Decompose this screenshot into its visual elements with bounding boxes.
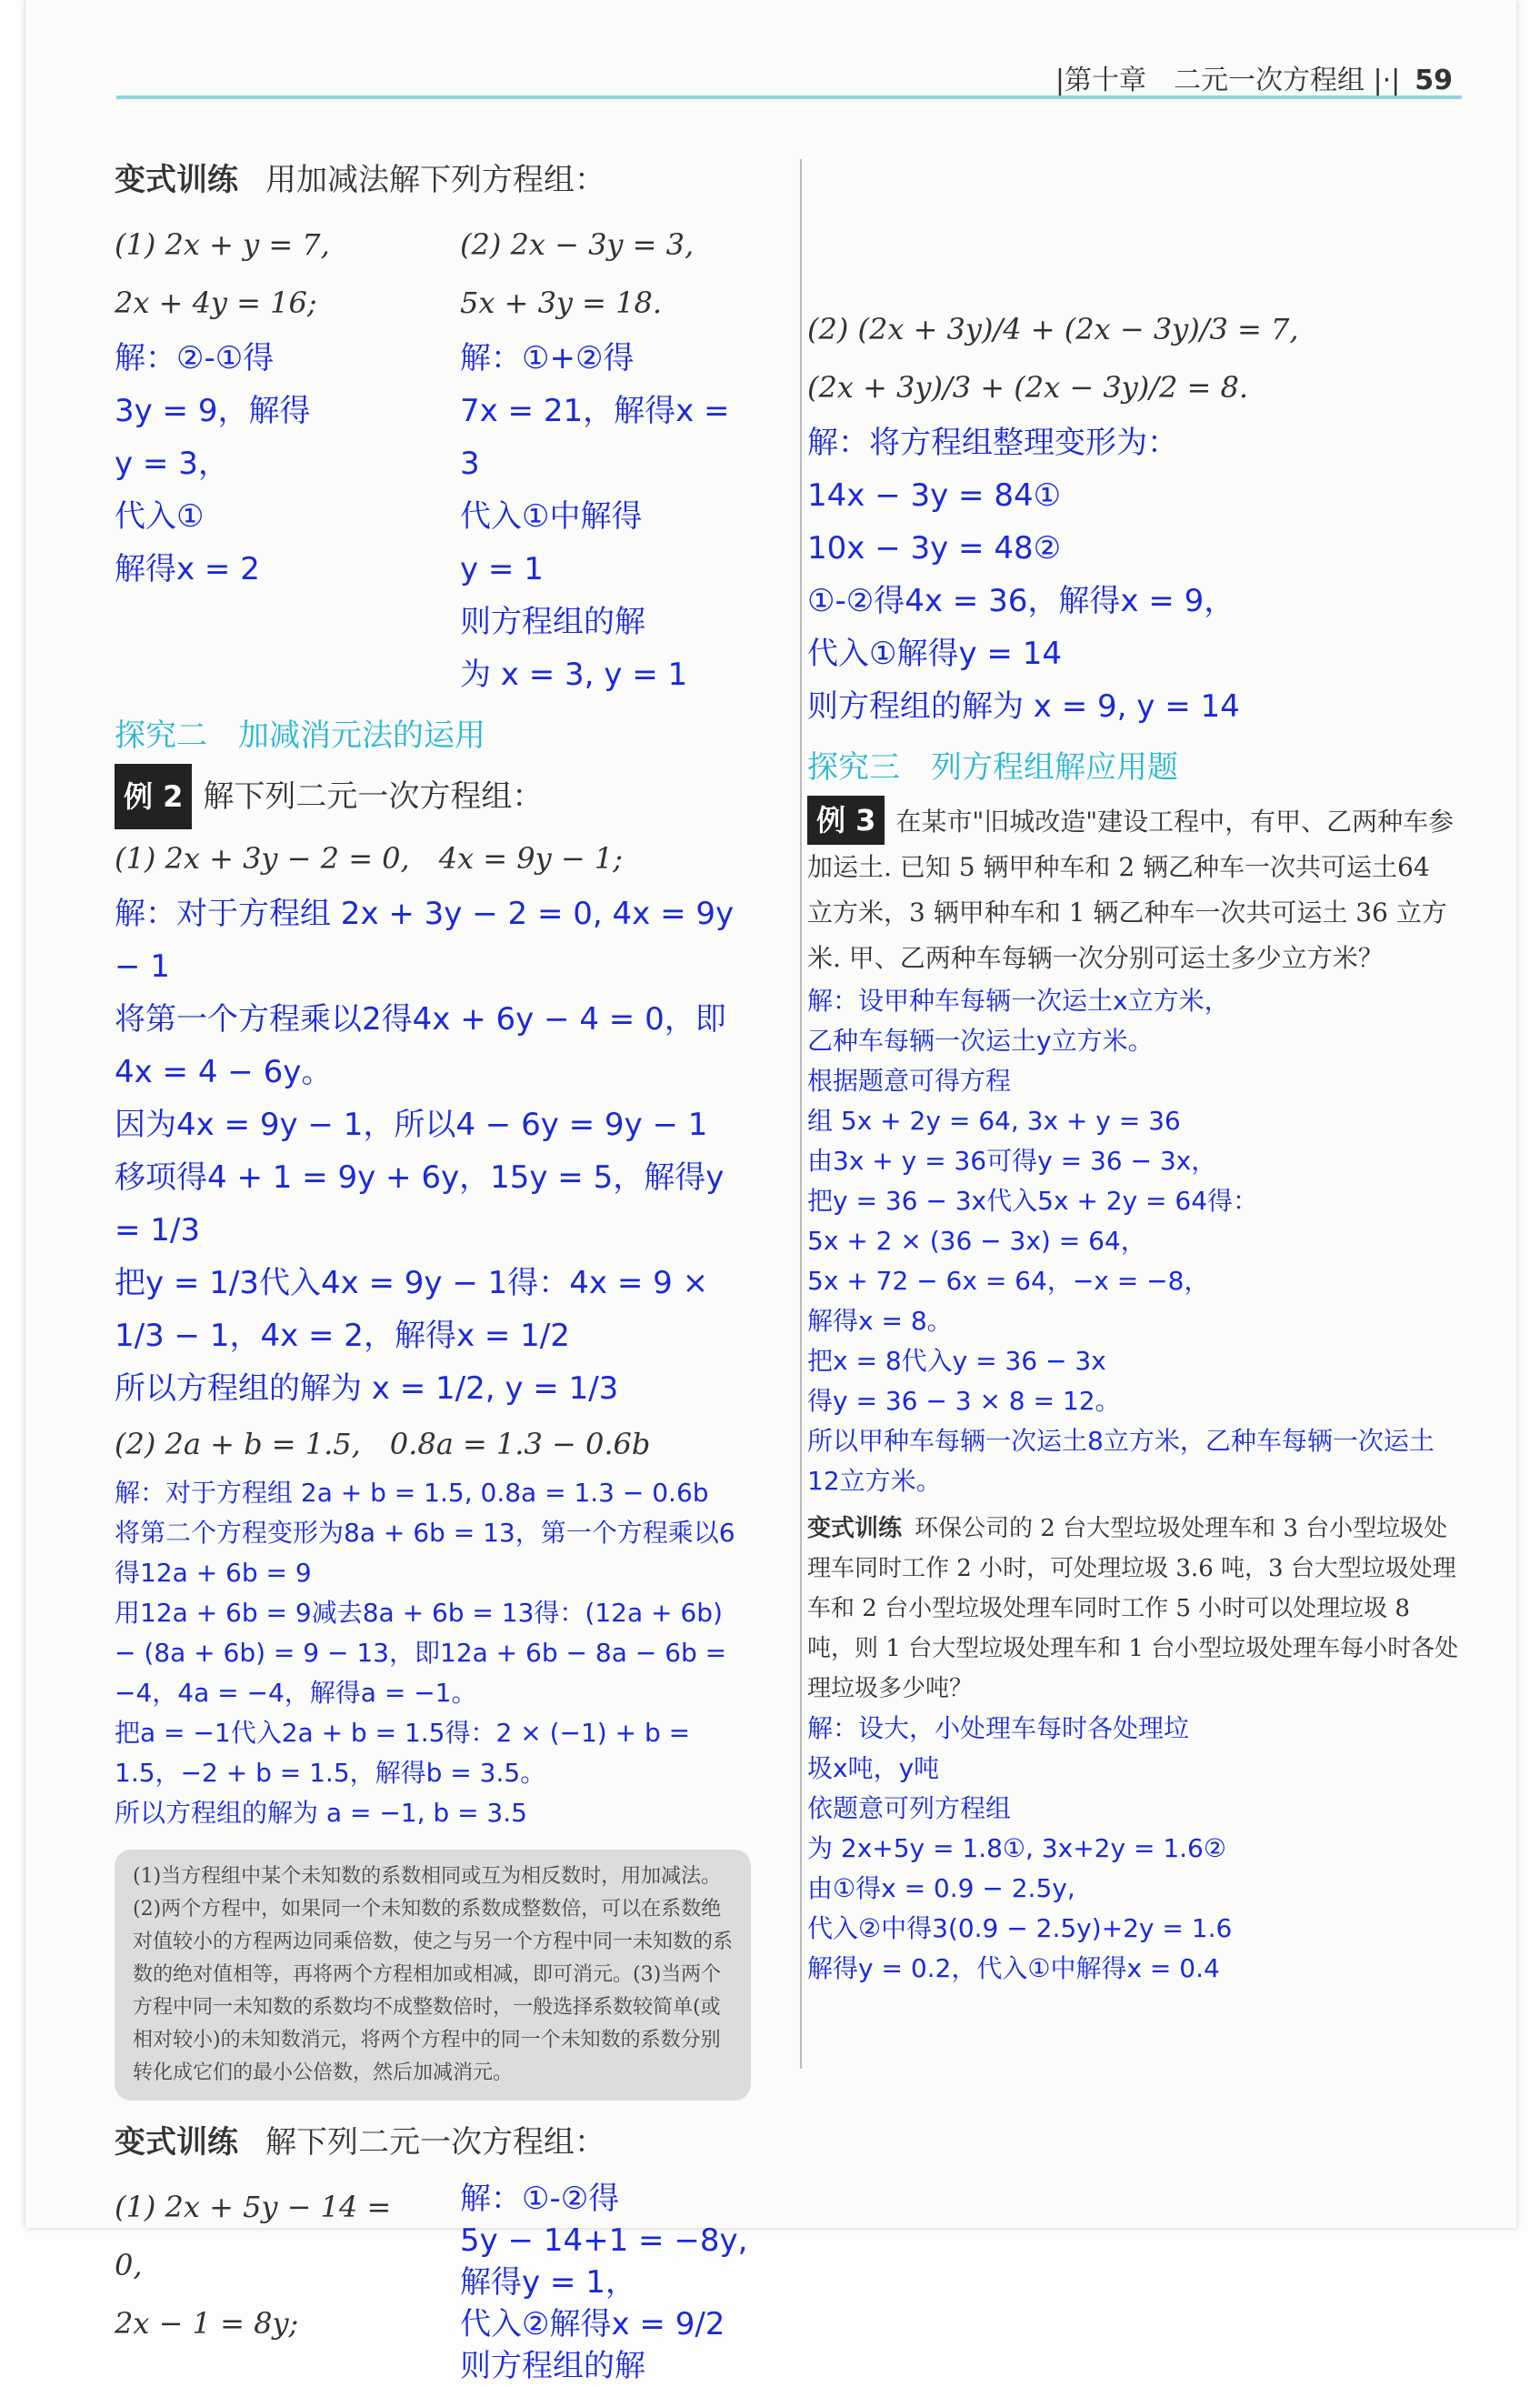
ex3-sol-line: 所以甲种车每辆一次运土8立方米，乙种车每辆一次运土12立方米。: [807, 1426, 1435, 1496]
ex2-sol-line: 将第一个方程乘以2得4x + 6y − 4 = 0，即4x = 4 − 6y。: [115, 1001, 726, 1090]
right-column: [807, 300, 1462, 1989]
right-solution: [807, 416, 1462, 733]
ex3-sol-line: 解得x = 8。: [807, 1306, 953, 1336]
example-2-text: 解下列二元一次方程组：: [203, 778, 544, 815]
heading-label: 变式训练: [115, 162, 238, 198]
sol1-line: 3y = 9，解得: [115, 393, 311, 429]
ex3-sol-line: 组 5x + 2y = 64, 3x + y = 36: [807, 1106, 1181, 1136]
ex3-sol-line: 由3x + y = 36可得y = 36 − 3x，: [807, 1146, 1217, 1176]
sol3-line: 5y − 14+1 = −8y,: [460, 2222, 748, 2259]
heading-label: 变式训练: [115, 2124, 238, 2161]
q3-line-a: (1) 2x + 5y − 14 = 0,: [115, 2190, 392, 2282]
rq2-line-a: (2) (2x + 3y)/4 + (2x − 3y)/3 = 7,: [807, 312, 1299, 346]
ex2-sol-line: 因为4x = 9y − 1，所以4 − 6y = 9y − 1: [115, 1107, 708, 1143]
var-sol-line: 为 2x+5y = 1.8①, 3x+2y = 1.6②: [807, 1833, 1226, 1863]
example-2-prompt: [115, 764, 751, 829]
exercise-1-problems: [115, 216, 751, 332]
ex3-sol-line: 得y = 36 − 3 × 8 = 12。: [807, 1386, 1121, 1416]
ex2-sol-line: 解：对于方程组 2x + 3y − 2 = 0, 4x = 9y − 1: [115, 896, 735, 985]
q3-line-b: 2x − 1 = 8y;: [115, 2306, 299, 2341]
heading-text: 用加减法解下列方程组：: [265, 162, 605, 198]
ex3-sol-line: 根据题意可得方程: [807, 1066, 1012, 1096]
ex2-sol2-line: 所以方程组的解为 a = −1, b = 3.5: [115, 1798, 527, 1828]
sol2-line: 则方程组的解: [460, 604, 645, 640]
q1-line-b: 2x + 4y = 16;: [115, 286, 317, 320]
sol1-line: 代入①: [115, 498, 205, 535]
sol1-line: 解：②-①得: [115, 340, 275, 376]
ex2-sol-line: 所以方程组的解为 x = 1/2, y = 1/3: [115, 1370, 619, 1407]
rsol-line: 解：将方程组整理变形为：: [807, 425, 1178, 461]
sol2-line: 为 x = 3, y = 1: [460, 657, 688, 693]
example-3-label: 例 3: [807, 796, 885, 845]
rsol-line: 代入①解得y = 14: [807, 636, 1062, 672]
var-sol-line: 由①得x = 0.9 − 2.5y,: [807, 1873, 1075, 1903]
solution-1: [115, 332, 405, 701]
sol2-line: 解：①+②得: [460, 340, 635, 376]
example-2-solution-1: [115, 888, 751, 1415]
column-divider: [800, 159, 802, 2069]
header-text: [1055, 57, 1453, 97]
sol2-line: 代入①中解得: [460, 498, 643, 535]
ex3-sol-line: 解：设甲种车每辆一次运土x立方米，: [807, 986, 1230, 1016]
ex2-sol2-line: 用12a + 6b = 9减去8a + 6b = 13得：(12a + 6b) − (8a + 6b) = 9 − 13，即12a + 6b − 8a − 6b = −4，4a = −4，解得a = −1。: [115, 1598, 727, 1708]
exercise-heading-3: [115, 2117, 751, 2161]
ex3-sol-line: 5x + 2 × (36 − 3x) = 64，: [807, 1226, 1146, 1256]
ex3-sol-line: 把x = 8代入y = 36 − 3x: [807, 1346, 1106, 1376]
exercise-heading-1: [115, 155, 751, 199]
example-2-solution-2: [115, 1473, 751, 1833]
section-2-title: 探究二 加减消元法的运用: [115, 717, 485, 754]
left-column: [115, 155, 751, 2387]
section-3-title: 探究三 列方程组解应用题: [807, 749, 1178, 786]
sol3-line: 则方程组的解: [460, 2348, 645, 2384]
q2-line-a: (2) 2x − 3y = 3,: [460, 227, 695, 262]
method-summary-box: (1)当方程组中某个未知数的系数相同或互为相反数时，用加减法。(2)两个方程中，如果同一个未知数的系数成整数倍，可以在系数绝对值较小的方程两边同乘倍数，使之与另一个方程中同一未知数的系数的绝对值相等，再将两个方程相加或相减，即可消元。(3)当两个方程中同一未知数的系数均不成整数倍时，一般选择系数较简单(或相对较小)的未知数消元，将两个方程中的同一个未知数的系数分别转化成它们的最小公倍数，然后加减消元。: [115, 1850, 751, 2101]
ex2-sol-line: 移项得4 + 1 = 9y + 6y，15y = 5，解得y = 1/3: [115, 1159, 725, 1249]
page-number: 59: [1415, 65, 1453, 96]
sol1-line: y = 3，: [115, 446, 229, 482]
ex2-sol2-line: 解：对于方程组 2a + b = 1.5, 0.8a = 1.3 − 0.6b: [115, 1478, 709, 1508]
variant-label: 变式训练: [807, 1515, 903, 1542]
sol3-line: 代入②解得x = 9/2: [460, 2306, 725, 2342]
rq2-line-b: (2x + 3y)/3 + (2x − 3y)/2 = 8.: [807, 370, 1249, 405]
heading-text: 解下列二元一次方程组：: [265, 2124, 605, 2161]
exercise-1-solutions: [115, 332, 751, 701]
solution-3: [460, 2178, 751, 2387]
example-2-q1: (1) 2x + 3y − 2 = 0, 4x = 9y − 1;: [115, 841, 624, 876]
exercise-3: [115, 2178, 751, 2387]
rsol-line: ①-②得4x = 36，解得x = 9，: [807, 583, 1235, 619]
ex2-sol2-line: 将第二个方程变形为8a + 6b = 13，第一个方程乘以6得12a + 6b = 9: [115, 1518, 735, 1588]
ex2-sol2-line: 把a = −1代入2a + b = 1.5得：2 × (−1) + b = 1.5，−2 + b = 1.5，解得b = 3.5。: [115, 1718, 691, 1788]
sol3-line: 解：①-②得: [460, 2181, 620, 2217]
ex3-sol-line: 5x + 72 − 6x = 64，−x = −8，: [807, 1266, 1210, 1296]
var-sol-line: 代入②中得3(0.9 − 2.5y)+2y = 1.6: [807, 1913, 1233, 1943]
ex3-sol-line: 把y = 36 − 3x代入5x + 2y = 64得：: [807, 1186, 1259, 1216]
variant-exercise: [807, 1509, 1462, 1709]
chapter-title: |第十章 二元一次方程组 |·|: [1055, 65, 1401, 96]
example-2-label: 例 2: [115, 764, 192, 829]
example-3-solution: [807, 981, 1462, 1501]
page-header: [116, 50, 1462, 99]
q1-line-a: (1) 2x + y = 7,: [115, 227, 330, 262]
var-sol-line: 解得y = 0.2，代入①中解得x = 0.4: [807, 1953, 1220, 1983]
sol3-line: 解得y = 1，: [460, 2264, 636, 2301]
sol2-line: y = 1: [460, 551, 544, 587]
sol1-line: 解得x = 2: [115, 551, 260, 587]
var-sol-line: 圾x吨，y吨: [807, 1753, 940, 1783]
var-sol-line: 解：设大，小处理车每时各处理垃: [807, 1713, 1190, 1743]
q2-line-b: 5x + 3y = 18.: [460, 286, 663, 320]
variant-solution: [807, 1709, 1462, 1989]
variant-text: 环保公司的 2 台大型垃圾处理车和 3 台小型垃圾处理车同时工作 2 小时，可处理垃圾 3.6 吨，3 台大型垃圾处理车和 2 台小型垃圾处理车同时工作 5 小时可以处理垃圾 8 吨，则 1 台大型垃圾处理车和 1 台小型垃圾处理车每小时各处理垃圾多少吨？: [807, 1515, 1459, 1702]
rsol-line: 10x − 3y = 48②: [807, 530, 1062, 567]
ex2-sol-line: 把y = 1/3代入4x = 9y − 1得：4x = 9 × 1/3 − 1，4x = 2，解得x = 1/2: [115, 1265, 709, 1354]
var-sol-line: 依题意可列方程组: [807, 1793, 1012, 1823]
solution-2: [460, 332, 751, 701]
example-3: [807, 796, 1462, 981]
example-2-q2: (2) 2a + b = 1.5, 0.8a = 1.3 − 0.6b: [115, 1427, 651, 1461]
ex3-sol-line: 乙种车每辆一次运土y立方米。: [807, 1026, 1154, 1056]
sol2-line: 7x = 21，解得x = 3: [460, 393, 730, 482]
rsol-line: 则方程组的解为 x = 9, y = 14: [807, 688, 1240, 725]
example-3-text: 在某市"旧城改造"建设工程中，有甲、乙两种车参加运土. 已知 5 辆甲种车和 2 辆乙种车一次共可运土64 立方米，3 辆甲种车和 1 辆乙种车一次共可运土 36 立方米. 甲、乙两种车每辆一次分别可运土多少立方米？: [807, 807, 1455, 973]
rsol-line: 14x − 3y = 84①: [807, 477, 1062, 514]
